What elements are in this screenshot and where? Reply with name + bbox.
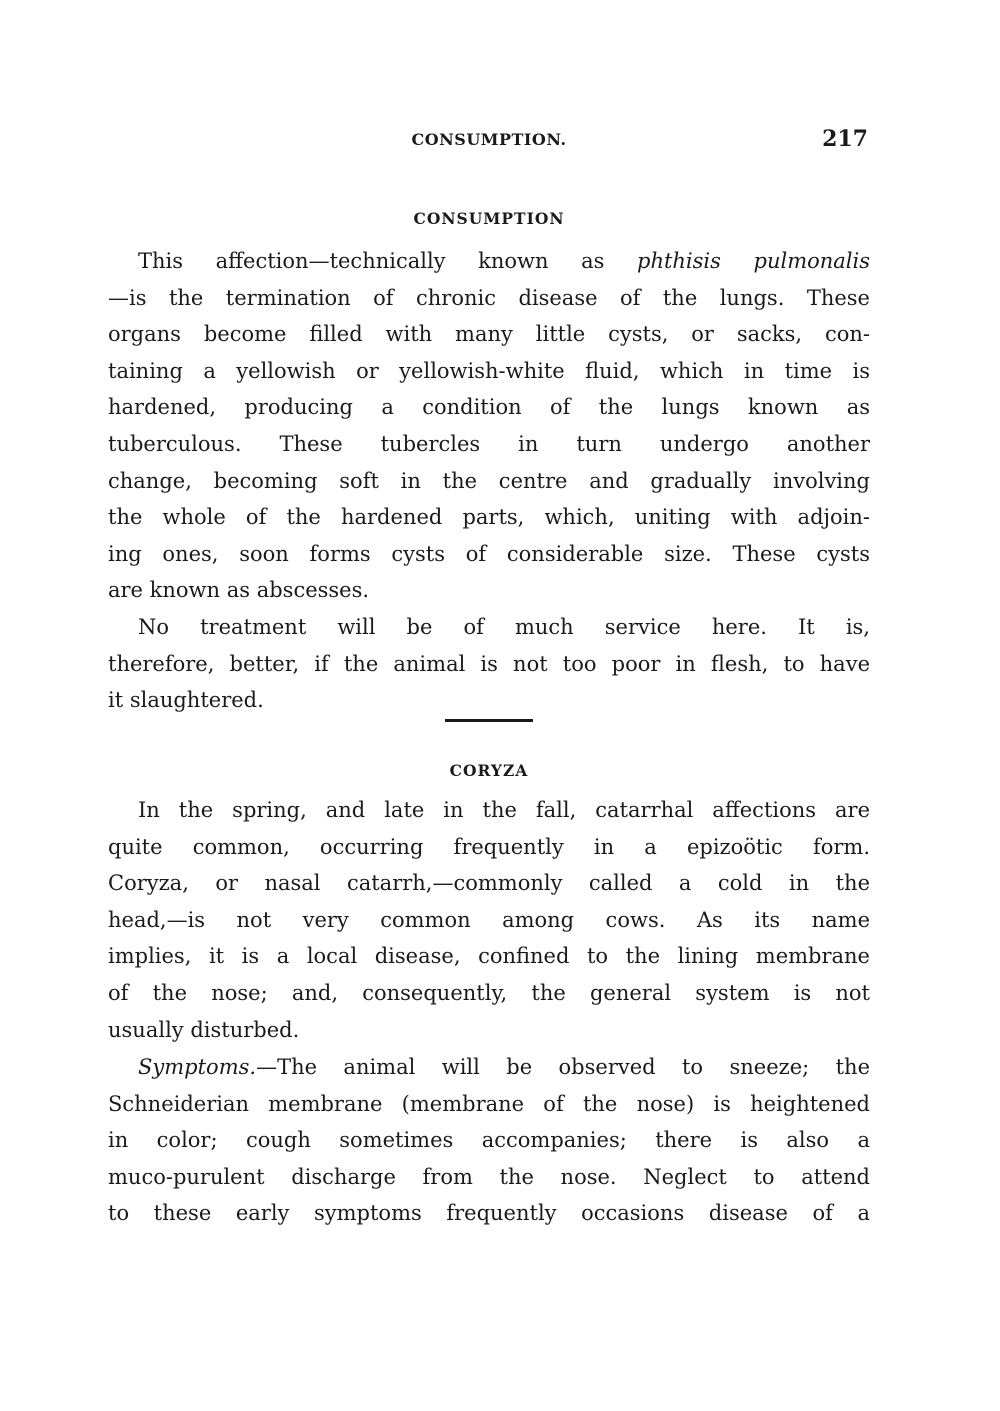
text-line: of the nose; and, consequently, the general system is not [108, 980, 870, 1005]
paragraph-consumption-1 [108, 243, 870, 609]
text-line: usually disturbed. [108, 1017, 300, 1042]
text-line: the whole of the hardened parts, which, uniting with adjoin- [108, 505, 870, 530]
paragraph-coryza-1 [108, 792, 870, 1048]
text-line: organs become filled with many little cysts, or sacks, con- [108, 322, 870, 347]
text-line: muco-purulent discharge from the nose. Neglect to attend [108, 1164, 870, 1189]
text-line: —is the termination of chronic disease of the lungs. These [108, 285, 870, 310]
text-line: to these early symptoms frequently occasions disease of a [108, 1201, 870, 1226]
italic-lead: Symptoms. [138, 1055, 257, 1079]
text-line: in color; cough sometimes accompanies; there is also a [108, 1128, 870, 1153]
text-line: Symptoms.—The animal will be observed to sneeze; the [138, 1055, 870, 1079]
italic-term: phthisis pulmonalis [637, 249, 871, 273]
section-title-coryza: CORYZA [449, 761, 529, 780]
text-line: This affection—technically known as phthisis pulmonalis [138, 249, 871, 273]
text-line: therefore, better, if the animal is not too poor in flesh, to have [108, 651, 870, 676]
text-line: ing ones, soon forms cysts of considerable size. These cysts [108, 541, 870, 566]
paragraph-coryza-2 [108, 1049, 870, 1232]
paragraph-consumption-2 [108, 609, 870, 719]
section-title-consumption: CONSUMPTION [413, 209, 565, 228]
text-line: taining a yellowish or yellowish-white fluid, which in time is [108, 358, 870, 383]
section-divider [445, 719, 533, 722]
text-line: implies, it is a local disease, confined to the lining membrane [108, 944, 870, 969]
text-line: it slaughtered. [108, 688, 264, 713]
text-line: change, becoming soft in the centre and gradually involving [108, 468, 870, 493]
text-line: quite common, occurring frequently in a epizoötic form. [108, 834, 870, 859]
page-header [108, 126, 870, 156]
running-head: CONSUMPTION. [411, 130, 567, 149]
text-line: hardened, producing a condition of the lungs known as [108, 395, 870, 420]
text-line: are known as abscesses. [108, 578, 370, 603]
text-line: In the spring, and late in the fall, catarrhal affections are [138, 798, 870, 822]
text-line: head,—is not very common among cows. As its name [108, 907, 870, 932]
text-line: No treatment will be of much service here. It is, [138, 615, 870, 639]
text-line: Schneiderian membrane (membrane of the nose) is heightened [108, 1091, 870, 1116]
text-line: Coryza, or nasal catarrh,—commonly called a cold in the [108, 871, 870, 896]
text-line: tuberculous. These tubercles in turn undergo another [108, 431, 870, 456]
page-number: 217 [822, 126, 868, 152]
